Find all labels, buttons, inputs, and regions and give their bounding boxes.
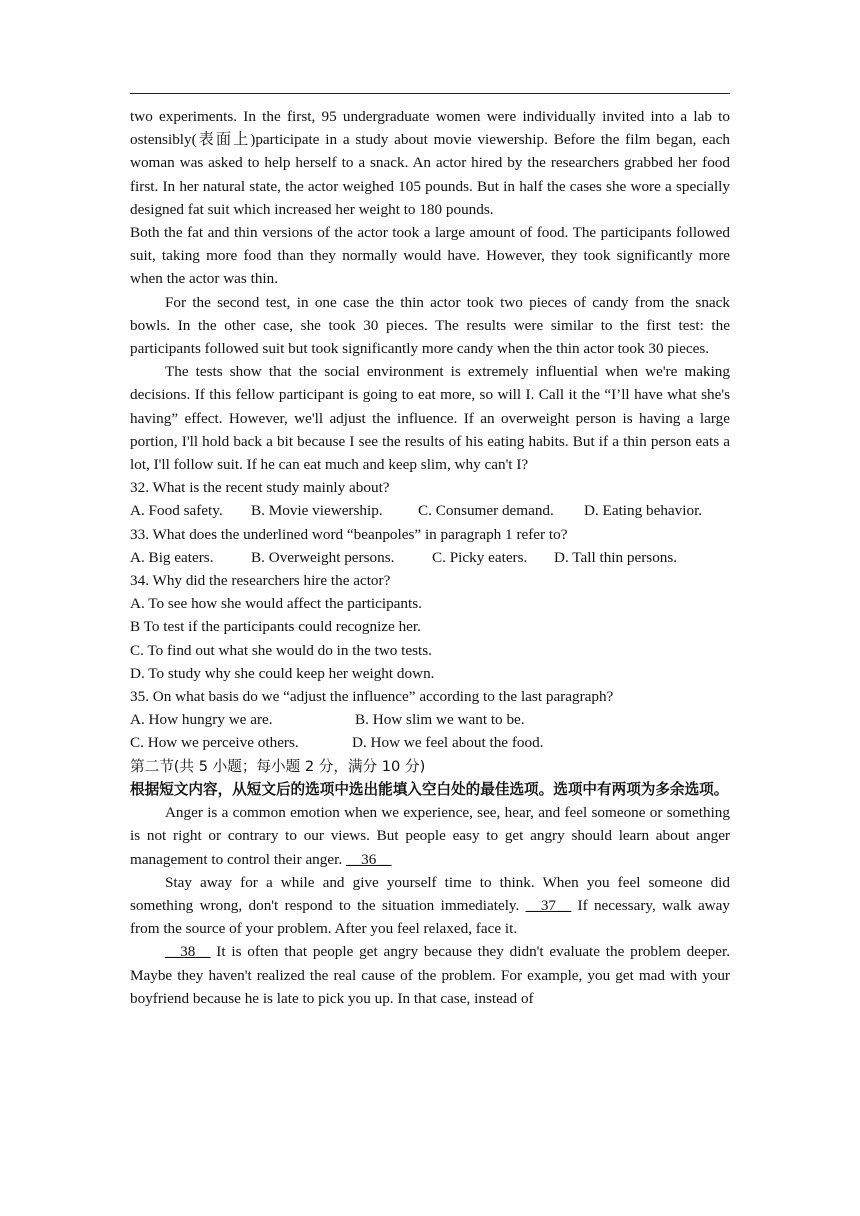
paragraph-text: Stay away for a while and give yourself time to think. When you feel someone did something wrong, don't respond to the situation immediately.: [130, 873, 730, 914]
option: D. Eating behavior.: [584, 502, 703, 520]
passage2-paragraph-2: [130, 871, 730, 941]
passage1-paragraph-1: two experiments. In the first, 95 undergraduate women were individually invited into a lab to ostensibly(表面上)participate in a study about movie viewership. Before the film began, each woman was asked to help herself to a snack. An actor hired by the researchers grabbed her food first. In her natural state, the actor weighed 105 pounds. But in half the cases she wore a specially designed fat suit which increased her weight to 180 pounds.: [130, 108, 730, 218]
question-34-option-a: A. To see how she would affect the participants.: [130, 595, 422, 613]
header-rule: [130, 93, 730, 94]
paragraph-text: It is often that people get angry because they didn't evaluate the problem deeper. Maybe they haven't realized the real cause of the problem. For example, you get mad with your boyfriend because he is late to pick you up. In that case, instead of: [130, 943, 730, 1007]
paragraph-text: If necessary, walk away from the source of your problem. After you feel relaxed, face it.: [130, 896, 730, 938]
option: A. Big eaters.: [130, 548, 214, 566]
paragraph-text: Anger is a common emotion when we experience, see, hear, and feel someone or something is not right or contrary to our views. But people easy to get angry should learn about anger management to control their anger.: [130, 804, 730, 868]
option: D. Tall thin persons.: [554, 548, 678, 566]
option: A. How hungry we are.: [130, 711, 273, 729]
question-33: 33. What does the underlined word “beanpoles” in paragraph 1 refer to?: [130, 525, 568, 543]
question-35-options-row-1: [130, 708, 730, 731]
section-instructions: 根据短文内容，从短文后的选项中选出能填入空白处的最佳选项。选项中有两项为多余选项。: [130, 780, 729, 798]
question-35: 35. On what basis do we “adjust the influence” according to the last paragraph?: [130, 688, 614, 706]
option: A. Food safety.: [130, 502, 223, 520]
passage1-paragraph-2: Both the fat and thin versions of the actor took a large amount of food. The participants followed suit, taking more food than they normally would have. However, they took significantly more when the actor was thin.: [130, 224, 730, 288]
document-body: [130, 105, 730, 1010]
blank-38: __38__: [164, 943, 211, 961]
blank-36: __36__: [345, 850, 392, 868]
option: D. How we feel about the food.: [352, 734, 544, 752]
passage2-paragraph-1: [130, 801, 730, 871]
question-34: 34. Why did the researchers hire the actor?: [130, 572, 391, 590]
option: B. Movie viewership.: [251, 502, 383, 520]
question-32: 32. What is the recent study mainly about?: [130, 479, 390, 497]
question-32-options: [130, 499, 730, 522]
question-34-option-c: C. To find out what she would do in the two tests.: [130, 641, 432, 659]
question-34-option-b: B To test if the participants could recognize her.: [130, 618, 421, 636]
passage1-paragraph-4: The tests show that the social environment is extremely influential when we're making decisions. If this fellow participant is going to eat more, so will I. Call it the “I’ll have what she's having” effect. However, we'll adjust the influence. If an overweight person is having a large portion, I'll hold back a bit because I see the results of his eating habits. But if a thin person eats a lot, I'll follow suit. If he can eat much and keep slim, why can't I?: [130, 363, 730, 474]
question-35-options-row-2: [130, 731, 730, 754]
option: B. How slim we want to be.: [355, 711, 525, 729]
option: C. Picky eaters.: [432, 548, 528, 566]
passage1-paragraph-3: For the second test, in one case the thin actor took two pieces of candy from the snack bowls. In the other case, she took 30 pieces. The results were similar to the first test: the participants followed suit but took significantly more candy when the thin actor took 30 pieces.: [130, 293, 730, 358]
option: C. Consumer demand.: [418, 502, 554, 520]
question-33-options: [130, 546, 730, 569]
question-34-option-d: D. To study why she could keep her weight down.: [130, 664, 435, 682]
blank-37: __37__: [525, 896, 572, 914]
option: C. How we perceive others.: [130, 734, 299, 752]
passage2-paragraph-3: [130, 940, 730, 1010]
section-heading: 第二节(共 5 小题；每小题 2 分，满分 10 分): [130, 757, 426, 775]
option: B. Overweight persons.: [251, 548, 395, 566]
